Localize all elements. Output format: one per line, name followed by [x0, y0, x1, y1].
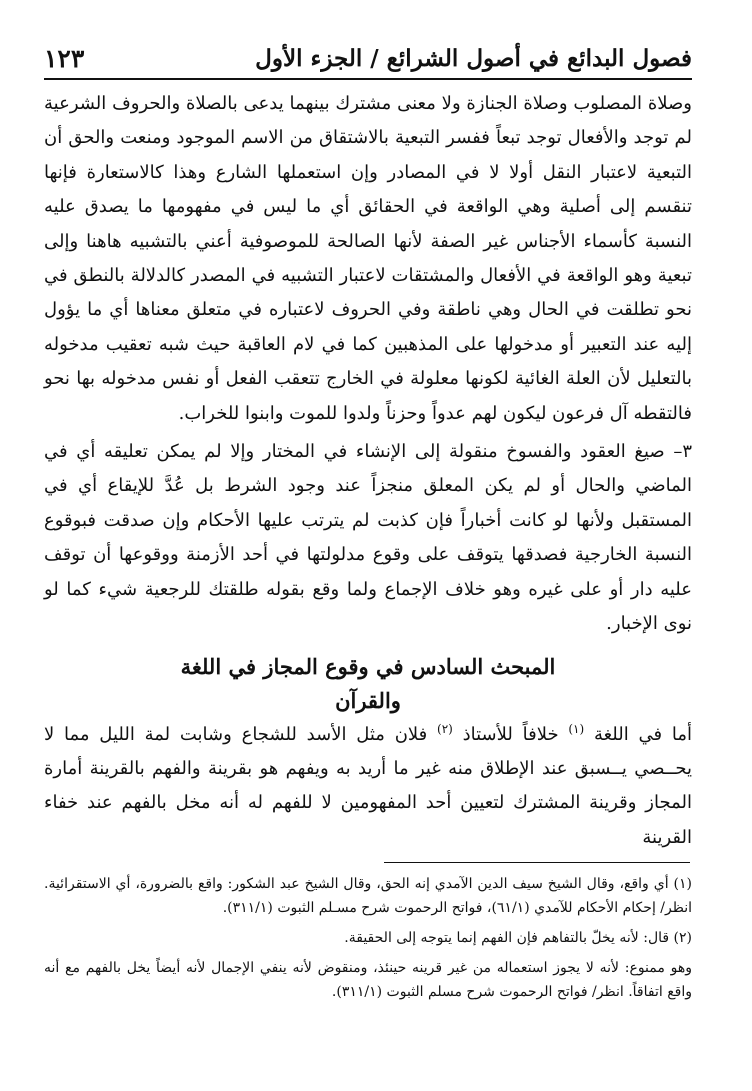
footnote-separator [384, 862, 690, 863]
paragraph-3-middle: خلافاً للأستاذ [462, 723, 559, 745]
footnote-ref-2[interactable]: (٢) [437, 721, 453, 736]
header-title: فصول البدائع في أصول الشرائع / الجزء الأول [255, 45, 692, 72]
main-text [44, 87, 692, 855]
paragraph-3-end: فلان مثل الأسد للشجاع وشابت لمة الليل مما لا يحــصي يــسبق عند الإطلاق منه غير ما أريد به ويفهم هو بقرينة والفهم بالقرينة أمارة المجاز وقرينة المشترك لتعيين أحد المفهومين لا للفهم له أنه مخل بالفهم عند خفاء القرينة [44, 723, 692, 848]
section-heading: المبحث السادس في وقوع المجاز في اللغة [180, 653, 556, 679]
paragraph-2: ٣– صيغ العقود والفسوخ منقولة إلى الإنشاء في المختار وإلا لم يمكن تعليقه أي في الماضي والحال أو لم يكن المعلق منجزاً عند وجود الشرط بل عُدَّ للإيقاع أي في المستقبل ولأنها لو كانت أخباراً فإن كذبت لم يترتب عليها الأحكام وإن صدقت فبوقوع النسبة الخارجية فصدقها يتوقف على وقوع مدلولتها في أحد الأزمنة ووقوعها أن توقف عليه دار أو على غيره وهو خلاف الإجماع ولما وقع بقوله طلقتك للرجعية شيء كما لو نوى الإخبار. [44, 441, 693, 635]
paragraph-3-start: أما في اللغة [593, 723, 692, 745]
header-rule [44, 78, 692, 80]
footnote-2: (٢) قال: لأنه يخلّ بالتفاهم فإن الفهم إنما يتوجه إلى الحقيقة. [344, 930, 692, 946]
section-heading-continuation: والقرآن [335, 687, 401, 713]
footnote-2-continuation: وهو ممنوع: لأنه لا يجوز استعماله من غير قرينه حينئذ، ومنقوض لأنه ينفي الإجمال لأنه أيضاً يخل بالفهم مع أنه واقع اتفاقاً. انظر/ فواتح الرحموت شرح مسلم الثبوت (٣١١/١). [44, 960, 692, 1000]
page-number: ١٢٣ [44, 44, 85, 73]
paragraph-1: وصلاة المصلوب وصلاة الجنازة ولا معنى مشترك بينهما يدعى بالصلاة والحروف الشرعية لم توجد والأفعال توجد تبعاً ففسر التبعية بالاشتقاق من الاسم الموجود ومنعت والحق أن التبعية لاعتبار النقل أولا لا في المصادر وإن استعملها الشارع وهذا كالاستعارة فإنها تنقسم إلى أصلية وهي الواقعة في الحقائق أي ما ليس في مفهومها ما يصدق عليه النسبة كأسماء الأجناس غير الصفة لأنها الصالحة للموصوفية أعني بالتشبيه هاهنا وإلى تبعية وهو الواقعة في الأفعال والمشتقات لاعتبار التشبيه في المصدر كالدلالة بالنطق في نحو تطلقت في الحال وهي ناطقة وفي الحروف لاعتباره في متعلق معناها أي ما يؤول إليه عند التعبير أو مدخولها على المذهبين كما في لام العاقبة حيث شبه تعقيب مدخوله بالتعليل لأن العلة الغائية لكونها معلولة في الخارج تتعقب الفعل أو نفس مدخوله بها نحو فالتقطه آل فرعون ليكون لهم عدواً وحزناً ولدوا للموت وابنوا للخراب. [44, 93, 692, 424]
footnotes [44, 872, 692, 1004]
footnote-1: (١) أي واقع، وقال الشيخ سيف الدين الآمدي إنه الحق، وقال الشيخ عبد الشكور: واقع بالضرورة، أي الاستقرائية. انظر/ إحكام الأحكام للآمدي (٦١/١)، فواتح الرحموت شرح مسـلم الثبوت (٣١١/١). [44, 876, 692, 916]
running-header [44, 34, 692, 74]
footnote-ref-1[interactable]: (١) [568, 721, 585, 736]
paragraph-3 [44, 718, 692, 856]
